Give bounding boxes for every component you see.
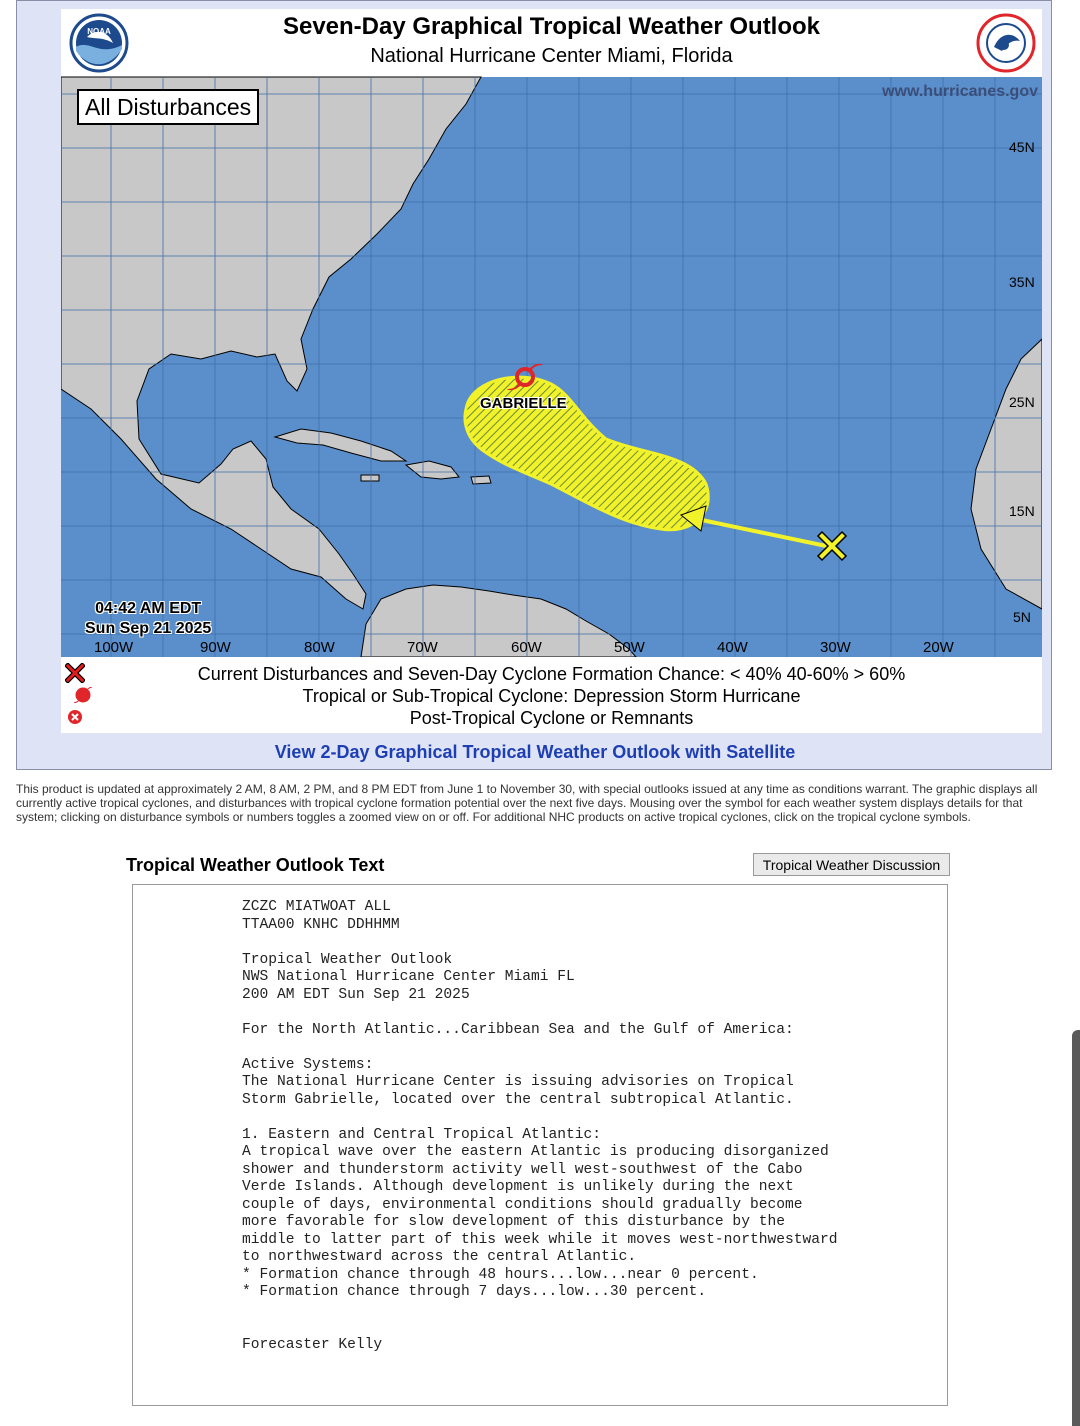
lon-label-40w: 40W [717, 639, 748, 656]
post-tropical-icon [65, 707, 85, 727]
issue-timestamp [85, 599, 211, 639]
legend-storm: Storm [669, 685, 718, 706]
issue-time: 04:42 AM EDT [95, 600, 202, 617]
issue-date: Sun Sep 21 2025 [85, 620, 212, 637]
page-scroll-edge[interactable] [1072, 1030, 1080, 1426]
outlook-graphic-panel [16, 0, 1052, 770]
outlook-text-body: ZCZC MIATWOAT ALL TTAA00 KNHC DDHHMM Tropical Weather Outlook NWS National Hurricane Center Miami FL 200 AM EDT Sun Sep 21 2025 For the North Atlantic...Caribbean Sea and the Gulf of America: Active Systems: The National Hurricane Center is issuing advisories on Tropical Storm Gabrielle, located over the central subtropical Atlantic. 1. Eastern and Central Tropical Atlantic: A tropical wave over the eastern Atlantic is producing disorganized shower and thunderstorm activity well west-southwest of the Cabo Verde Islands. Although development is unlikely during the next couple of days, environmental conditions should gradually become more favorable for slow development of this disturbance by the middle to latter part of this week while it moves west-northwestward to northwestward across the central Atlantic. * Formation chance through 48 hours...low...near 0 percent. * Formation chance through 7 days...low...30 percent. Forecaster Kelly [242, 899, 838, 1353]
page-subtitle: National Hurricane Center Miami, Florida [370, 45, 733, 67]
two-day-outlook-link[interactable]: View 2-Day Graphical Tropical Weather Outlook with Satellite [274, 742, 796, 762]
legend-formation-label: Current Disturbances and Seven-Day Cyclone Formation Chance: [197, 663, 726, 684]
legend-formation-row [61, 663, 1042, 685]
lat-label-25n: 25N [1009, 394, 1035, 410]
outlook-text-box [132, 884, 948, 1406]
tropical-weather-discussion-button[interactable]: Tropical Weather Discussion [753, 853, 950, 876]
lat-label-15n: 15N [1009, 503, 1035, 519]
lon-label-100w: 100W [94, 639, 134, 656]
lon-label-60w: 60W [511, 639, 542, 656]
legend-depression: Depression [573, 685, 665, 706]
legend-cyclone-row [61, 685, 1042, 707]
lon-label-90w: 90W [200, 639, 231, 656]
product-note: This product is updated at approximately 2 AM, 8 AM, 2 PM, and 8 PM EDT from June 1 to November 30, with special outlooks issued at any time as conditions warrant. The graphic displays all currently active tropical cyclones, and disturbances with tropical cyclone formation potential over the next five days. Mousing over the symbol for each weather system displays details for that system; clicking on disturbance symbols or numbers toggles a zoomed view on or off. For additional NHC products on active tropical cyclones, click on the tropical cyclone symbols. [16, 782, 1038, 824]
high-chance-icon [65, 663, 85, 683]
legend-low: < 40% [730, 663, 782, 684]
outlook-graphic [61, 9, 1042, 733]
lon-label-30w: 30W [820, 639, 851, 656]
lon-label-70w: 70W [407, 639, 438, 656]
outlook-text-heading: Tropical Weather Outlook Text [126, 855, 385, 875]
jamaica-land [361, 475, 379, 481]
hurricane-icon [73, 685, 93, 705]
legend-post-tropical: Post-Tropical Cyclone or Remnants [409, 707, 694, 728]
puerto-rico-land [471, 476, 491, 484]
lat-label-45n: 45N [1009, 139, 1035, 155]
legend-cyclone-label: Tropical or Sub-Tropical Cyclone: [302, 685, 569, 706]
noaa-logo-text: NOAA [87, 27, 111, 36]
lat-label-5n: 5N [1013, 609, 1031, 625]
lon-label-80w: 80W [304, 639, 335, 656]
disturbance-selector[interactable]: All Disturbances [77, 89, 259, 125]
legend-high: > 60% [853, 663, 906, 684]
lon-label-20w: 20W [923, 639, 954, 656]
legend-hurricane: Hurricane [722, 685, 801, 706]
legend-post-tropical-row [61, 707, 1042, 729]
page-title: Seven-Day Graphical Tropical Weather Outlook [282, 13, 821, 40]
lat-label-35n: 35N [1009, 274, 1035, 290]
lon-label-50w: 50W [614, 639, 645, 656]
website-label: www.hurricanes.gov [882, 83, 1038, 100]
storm-name-label[interactable]: GABRIELLE [480, 395, 567, 412]
legend-medium: 40-60% [786, 663, 849, 684]
